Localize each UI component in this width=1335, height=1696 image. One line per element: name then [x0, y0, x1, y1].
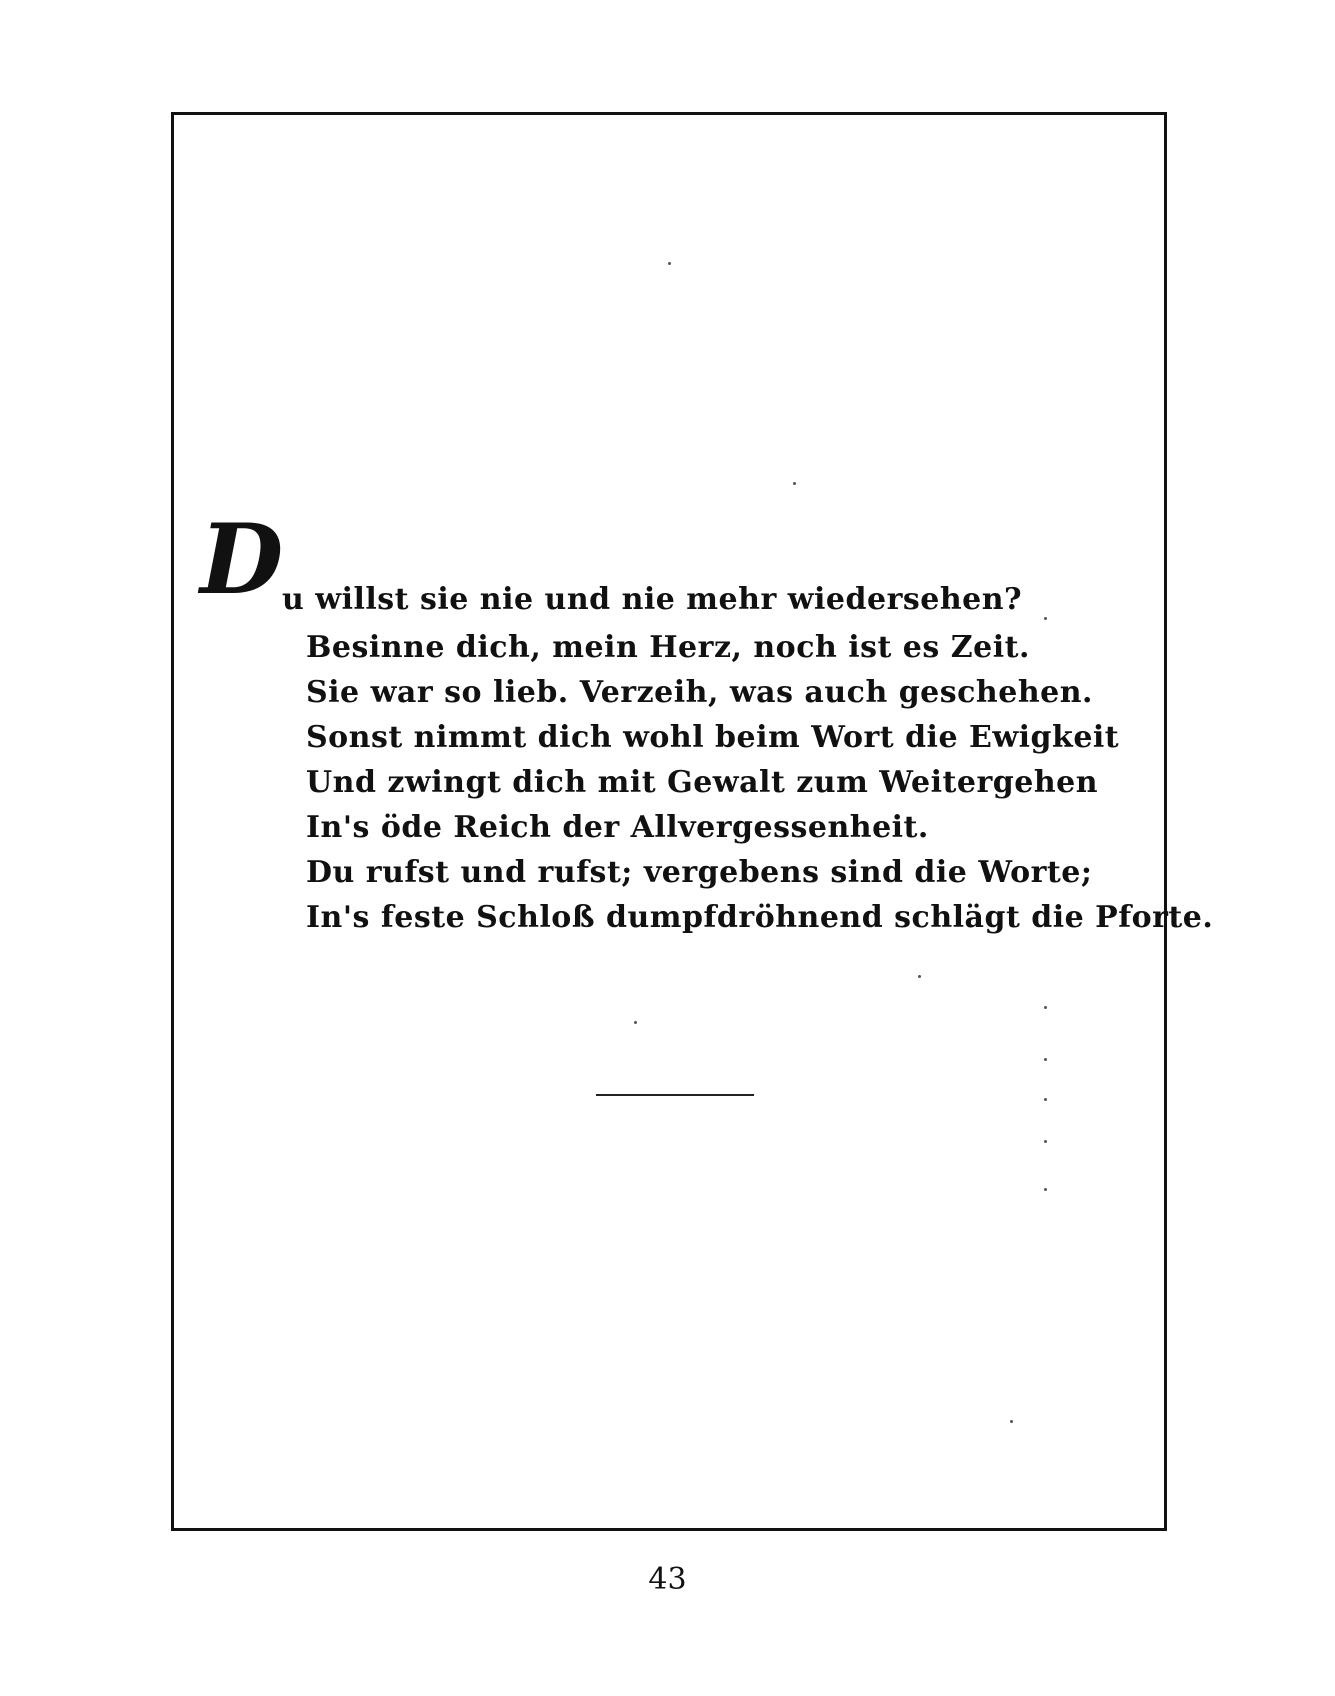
verse-line: Sonst nimmt dich wohl beim Wort die Ewigkeit: [306, 720, 1120, 755]
page-number: 43: [648, 1562, 687, 1597]
verse-line: In's öde Reich der Allvergessenheit.: [306, 810, 929, 845]
separator-rule: [596, 1094, 754, 1096]
scan-speck: [918, 975, 921, 978]
verse-line: Sie war so lieb. Verzeih, was auch geschehen.: [306, 675, 1093, 710]
scan-speck: [793, 482, 796, 485]
scan-speck: [1044, 1188, 1047, 1191]
verse-line: u willst sie nie und nie mehr wiedersehen?: [282, 582, 1023, 617]
scan-speck: [1044, 1140, 1047, 1143]
verse-line: Besinne dich, mein Herz, noch ist es Zeit.: [306, 630, 1030, 665]
scan-speck: [1044, 1058, 1047, 1061]
scan-speck: [668, 262, 671, 265]
drop-cap-letter: D: [200, 503, 284, 616]
verse-line: Und zwingt dich mit Gewalt zum Weitergehen: [306, 765, 1099, 800]
scan-speck: [1044, 1098, 1047, 1101]
scan-speck: [1044, 1006, 1047, 1009]
scan-speck: [1010, 1420, 1013, 1423]
verse-line: In's feste Schloß dumpfdröhnend schlägt die Pforte.: [306, 900, 1214, 935]
scan-speck: [634, 1021, 637, 1024]
verse-line: Du rufst und rufst; vergebens sind die Worte;: [306, 855, 1093, 890]
scan-speck: [1044, 617, 1047, 620]
